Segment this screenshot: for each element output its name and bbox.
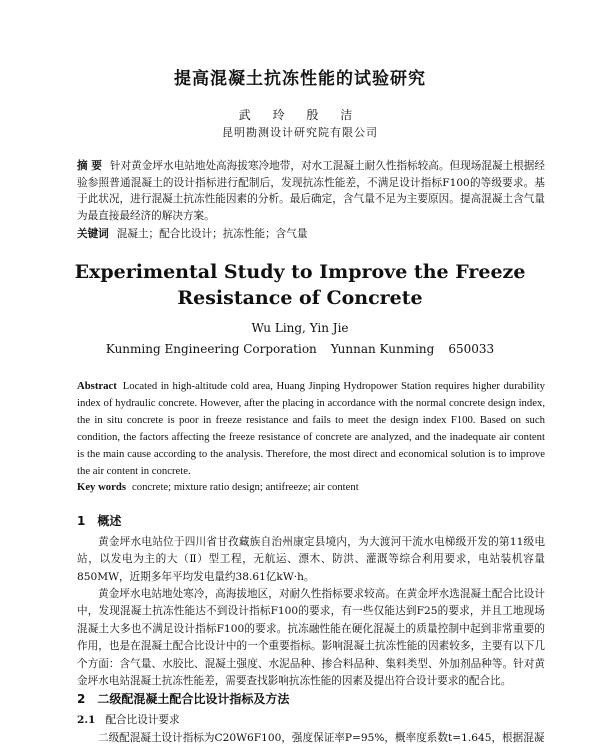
chinese-title: 提高混凝土抗冻性能的试验研究: [174, 69, 426, 89]
section-2-paragraph-1: 二级配混凝土设计指标为C20W6F100，强度保证率P=95%，概率度系数t=1.645，根据混凝: [98, 732, 545, 744]
chinese-keywords-label: 关键词: [77, 228, 109, 240]
subsection-2-1-title: 配合比设计要求: [105, 714, 180, 726]
subsection-2-1-heading: [77, 712, 180, 727]
english-abstract-text: Located in high-altitude cold area, Huang Jinping Hydropower Station requires higher durability index of hydraulic concrete. However, after the placing in accordance with the normal concrete design index, the in situ concrete is poor in freeze resistance and fails to meet the design index F100. Based on such condition, the factors affecting the freeze resistance of concrete are analyzed, and the inadequate air content is the main cause according to the analysis. Therefore, the most direct and economical solution is to improve the air content in concrete.: [77, 380, 545, 477]
chinese-abstract: [77, 158, 545, 224]
section-2-number: 2: [77, 692, 86, 706]
affiliation-organization: Kunming Engineering Corporation: [105, 342, 317, 356]
chinese-keywords: [77, 226, 545, 243]
english-keywords-label: Key words: [77, 481, 126, 493]
section-2-title: 二级配混凝土配合比设计指标及方法: [97, 692, 290, 706]
section-1-number: 1: [77, 514, 86, 528]
english-keywords: [77, 479, 545, 496]
section-1-heading: [77, 512, 121, 529]
section-2-heading: [77, 690, 289, 707]
english-abstract-label: Abstract: [77, 380, 117, 392]
english-affiliation: [0, 342, 600, 356]
english-title-line2: Resistance of Concrete: [177, 287, 423, 309]
english-title: [0, 259, 600, 311]
chinese-affiliation: 昆明勘测设计研究院有限公司: [222, 126, 378, 139]
section-1-paragraph-1: 黄金坪水电站位于四川省甘孜藏族自治州康定县境内，为大渡河干流水电梯级开发的第11级电站，以发电为主的大（Ⅱ）型工程，无航运、漂木、防洪、灌溉等综合利用要求，电站装机容量850MW，近期多年平均发电量约38.61亿kW·h。: [77, 536, 545, 583]
section-1-title: 概述: [97, 514, 122, 528]
chinese-abstract-text: 针对黄金坪水电站地处高海拔寒冷地带，对水工混凝土耐久性指标较高。但现场混凝土根据经验参照普通混凝土的设计指标进行配制后，发现抗冻性能差，不满足设计指标F100的等级要求。基于此状况，进行混凝土抗冻性能因素的分析。最后确定，含气量不足为主要原因。提高混凝土含气量为最直接最经济的解决方案。: [77, 160, 545, 222]
english-keywords-text: concrete; mixture ratio design; antifreeze; air content: [131, 481, 359, 493]
chinese-keywords-text: 混凝土；配合比设计；抗冻性能；含气量: [116, 228, 308, 240]
chinese-authors: 武 玲 殷 洁: [238, 108, 362, 122]
subsection-2-1-number: 2.1: [77, 714, 96, 726]
section-1-paragraph-2: 黄金坪水电站地处寒冷，高海拔地区，对耐久性指标要求较高。在黄金坪水选混凝土配合比设计中，发现混凝土抗冻性能达不到设计指标F100的要求，有一些仅能达到F25的要求，并且工地现场混凝土大多也不满足设计指标F100的要求。抗冻融性能在硬化混凝土的质量控制中起到非常重要的作用，也是在混凝土配合比设计中的一个重要指标。影响混凝土抗冻性能的因素较多，主要有以下几个方面：含气量、水胶比、混凝土强度、水泥品种、掺合料品种、集料类型、外加剂品种等。针对黄金坪水电站混凝土抗冻性能差，需要查找影响抗冻性能的因素及提出符合设计要求的配合比。: [77, 588, 545, 688]
english-authors: Wu Ling, Yin Jie: [251, 321, 349, 335]
affiliation-zip: 650033: [448, 342, 495, 356]
affiliation-city: Yunnan Kunming: [330, 342, 435, 356]
english-title-line1: Experimental Study to Improve the Freeze: [74, 261, 526, 283]
chinese-abstract-label: 摘 要: [77, 160, 102, 172]
english-abstract: [77, 378, 545, 480]
